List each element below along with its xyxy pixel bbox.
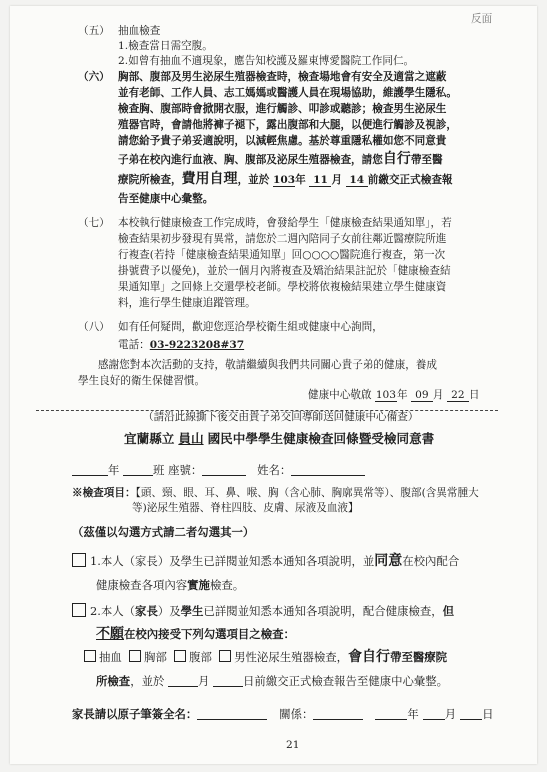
- section-7-line: 行複查(若持「健康檢查結果通知單」回○○○○醫院進行複查，第一次: [118, 249, 446, 261]
- section-7-line: 本校執行健康檢查工作完成時，會發給學生「健康檢查結果通知單」，若: [118, 217, 452, 229]
- class-field[interactable]: [123, 475, 153, 476]
- option-1: 1.本人（家長）及學生已詳閱並知悉本通知各項說明，並同意在校內配合: [72, 553, 459, 569]
- report-day-field[interactable]: [213, 686, 243, 687]
- section-6-line: 子弟在校內進行血液、胸、腹部及泌尿生殖器檢查，請您自行帶至醫: [118, 151, 443, 167]
- section-7-number: （七）: [78, 217, 110, 229]
- self-pay-emphasis: 費用自理: [181, 171, 238, 187]
- seat-number-field[interactable]: [202, 475, 246, 476]
- notice-day: 22: [447, 389, 469, 402]
- section-8-line: 如有任何疑問，歡迎您逕洽學校衛生組或健康中心詢問，: [118, 321, 383, 333]
- sign-year-field[interactable]: [375, 719, 407, 720]
- section-5-number: （五）: [78, 25, 110, 37]
- closing-line: 感謝您對本次活動的支持，敬請繼續與我們共同關心貴子弟的健康，養成: [98, 359, 437, 371]
- page-number: 21: [286, 739, 300, 751]
- relation-field[interactable]: [313, 719, 363, 720]
- section-6-line: 胸部、腹部及男生泌尿生殖器檢查時，檢查場地會有安全及適當之遮蔽: [118, 71, 447, 83]
- option-2-checkbox[interactable]: [72, 603, 86, 617]
- parent-signature-field[interactable]: [197, 719, 267, 720]
- section-6-line: 殖器官時，會請他將褲子褪下，露出腹部和大腿，以便進行觸診及視診，: [118, 119, 457, 131]
- phone-number: 03-9223208#37: [149, 339, 245, 351]
- notice-year: 103: [375, 389, 397, 401]
- document-page: [10, 6, 537, 764]
- contact-phone: 電話：03-9223208#37: [118, 339, 245, 351]
- self-arrange-emphasis: 自行: [382, 151, 411, 167]
- form-title: 宜蘭縣立 員山 國民中學學生健康檢查回條暨受檢同意書: [124, 431, 435, 446]
- section-5-line: 2.如曾有抽血不適現象，應告知校護及羅東博愛醫院工作同仁。: [118, 55, 415, 67]
- grade-field[interactable]: [72, 475, 108, 476]
- option-1-checkbox[interactable]: [72, 553, 86, 567]
- deadline-day: 14: [346, 174, 368, 187]
- section-7-line: 料，進行學生健康追蹤管理。: [118, 297, 256, 309]
- check-instruction: （茲僅以勾選方式請二者勾選其一）: [72, 525, 255, 539]
- option-1-cont: 健康檢查各項內容實施檢查。: [96, 578, 245, 592]
- closing-line: 學生良好的衛生保健習慣。: [78, 375, 206, 387]
- option-2-deadline: 所檢查，並於 月 日前繳交正式檢查報告至健康中心彙整。: [96, 674, 449, 688]
- consent-emphasis: 同意: [374, 553, 403, 569]
- exam-items: ※檢查項目：【頭、頸、眼、耳、鼻、喉、胸（含心肺、胸廓異常等）、腹部(含異常腫大: [72, 487, 479, 499]
- abdomen-checkbox[interactable]: [174, 650, 186, 662]
- section-5-line: 1.檢查當日需空腹。: [118, 40, 213, 52]
- self-arrange-emphasis: 會自行: [348, 649, 391, 665]
- signature-date: 健康中心敬啟 103年 09 月 22 日: [308, 389, 480, 401]
- option-2-cont: 不願在校內接受下列勾選項目之檢查：: [96, 626, 295, 642]
- deadline-month: 11: [309, 174, 331, 187]
- chest-checkbox[interactable]: [129, 650, 141, 662]
- exam-items-cont: 等)泌尿生殖器、脊柱四肢、皮膚、尿液及血液】: [132, 502, 359, 514]
- section-6-line: 並有老師、工作人員、志工媽媽或醫護人員在現場協助，維護學生隱私。: [118, 87, 457, 99]
- section-6-line: 檢查胸、腹部時會掀開衣服，進行觸診、叩診或聽診；檢查男生泌尿生: [118, 103, 447, 115]
- student-name-field[interactable]: [291, 475, 365, 476]
- cut-note: （請沿此線撕下後交由貴子弟交回導師送回健康中心備查）: [143, 411, 419, 423]
- section-6-line: 療院所檢查，費用自理，並於 103年 11 月 14 前繳交正式檢查報: [118, 171, 453, 187]
- option-2: 2.本人（家長）及學生已詳閱並知悉本通知各項說明，配合健康檢查，但: [72, 603, 454, 619]
- section-6-number: （六）: [78, 71, 110, 83]
- refuse-emphasis: 不願: [96, 626, 124, 642]
- section-7-line: 檢查結果初步發現有異常，請您於二週內陪同子女前往鄰近醫療院所進: [118, 233, 447, 245]
- section-6-line: 告至健康中心彙整。: [118, 193, 214, 205]
- page-side-label: 反面: [471, 13, 493, 25]
- blood-test-checkbox[interactable]: [84, 650, 96, 662]
- section-6-line: 請您給予貴子弟妥適說明，以減輕焦慮。基於尊重隱私權如您不同意貴: [118, 135, 447, 147]
- male-genital-checkbox[interactable]: [219, 650, 231, 662]
- section-7-line: 果通知單」之回條上交還學校老師。學校將依複檢結果建立學生健康資: [118, 281, 447, 293]
- report-month-field[interactable]: [168, 686, 198, 687]
- school-name: 員山: [178, 431, 204, 446]
- deadline-year: 103: [273, 174, 296, 186]
- section-7-line: 掛號費予以優免)，並於一個月內將複查及矯治結果註記於「健康檢查結: [118, 265, 451, 277]
- sign-month-field[interactable]: [423, 719, 445, 720]
- parent-signature-row: 家長請以原子筆簽全名： 關係： 年 月 日: [72, 707, 494, 721]
- exam-exclusion-row: 抽血 胸部 腹部 男性泌尿生殖器檢查，會自行帶至醫療院: [84, 649, 447, 665]
- student-info-row: 年 班 座號： 姓名：: [72, 462, 365, 478]
- notice-month: 09: [411, 389, 433, 402]
- sign-day-field[interactable]: [460, 719, 482, 720]
- section-5-title: 抽血檢查: [118, 25, 161, 37]
- section-8-number: （八）: [78, 321, 110, 333]
